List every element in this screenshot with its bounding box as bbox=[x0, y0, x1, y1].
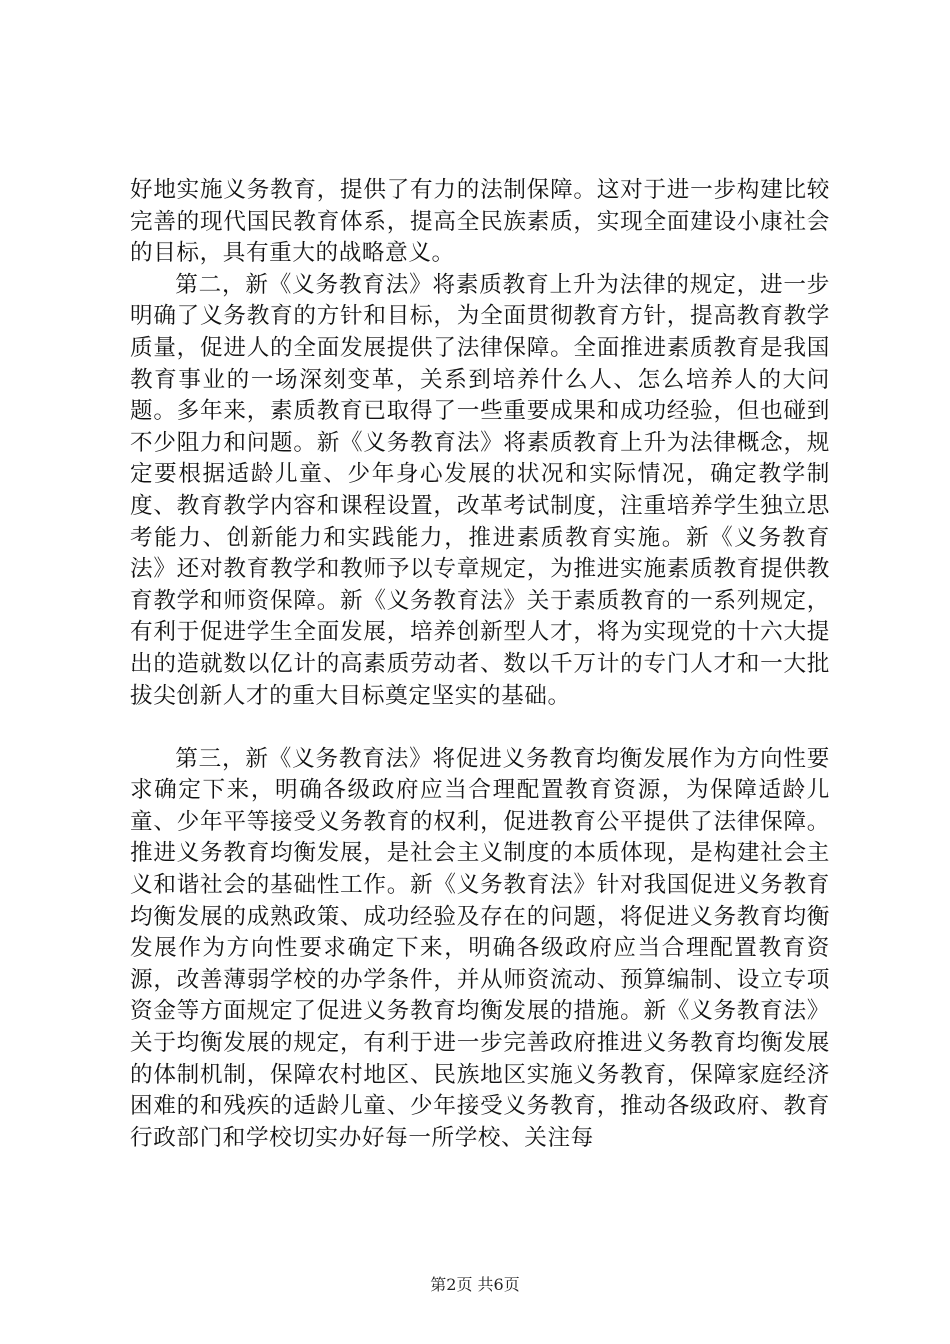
body-text bbox=[130, 175, 830, 1154]
paragraph-continuation: 好地实施义务教育，提供了有力的法制保障。这对于进一步构建比较完善的现代国民教育体系，提高全民族素质，实现全面建设小康社会的目标，具有重大的战略意义。 bbox=[130, 177, 830, 267]
paragraph-third-point: 第三，新《义务教育法》将促进义务教育均衡发展作为方向性要求确定下来，明确各级政府应当合理配置教育资源，为保障适龄儿童、少年平等接受义务教育的权利，促进教育公平提供了法律保障。推进义务教育均衡发展，是社会主义制度的本质体现，是构建社会主义和谐社会的基础性工作。新《义务教育法》针对我国促进义务教育均衡发展的成熟政策、成功经验及存在的问题，将促进义务教育均衡发展作为方向性要求确定下来，明确各级政府应当合理配置教育资源，改善薄弱学校的办学条件，并从师资流动、预算编制、设立专项资金等方面规定了促进义务教育均衡发展的措施。新《义务教育法》关于均衡发展的规定，有利于进一步完善政府推进义务教育均衡发展的体制机制，保障农村地区、民族地区实施义务教育，保障家庭经济困难的和残疾的适龄儿童、少年接受义务教育，推动各级政府、教育行政部门和学校切实办好每一所学校、关注每 bbox=[130, 745, 830, 1151]
paragraph-gap bbox=[130, 712, 830, 744]
paragraph-second-point: 第二，新《义务教育法》将素质教育上升为法律的规定，进一步明确了义务教育的方针和目标，为全面贯彻教育方针，提高教育教学质量，促进人的全面发展提供了法律保障。全面推进素质教育是我国教育事业的一场深刻变革，关系到培养什么人、怎么培养人的大问题。多年来，素质教育已取得了一些重要成果和成功经验，但也碰到不少阻力和问题。新《义务教育法》将素质教育上升为法律概念，规定要根据适龄儿童、少年身心发展的状况和实际情况，确定教学制度、教育教学内容和课程设置，改革考试制度，注重培养学生独立思考能力、创新能力和实践能力，推进素质教育实施。新《义务教育法》还对教育教学和教师予以专章规定，为推进实施素质教育提供教育教学和师资保障。新《义务教育法》关于素质教育的一系列规定，有利于促进学生全面发展，培养创新型人才，将为实现党的十六大提出的造就数以亿计的高素质劳动者、数以千万计的专门人才和一大批拔尖创新人才的重大目标奠定坚实的基础。 bbox=[130, 271, 830, 709]
page-footer: 第2页 共6页 bbox=[430, 1275, 520, 1294]
